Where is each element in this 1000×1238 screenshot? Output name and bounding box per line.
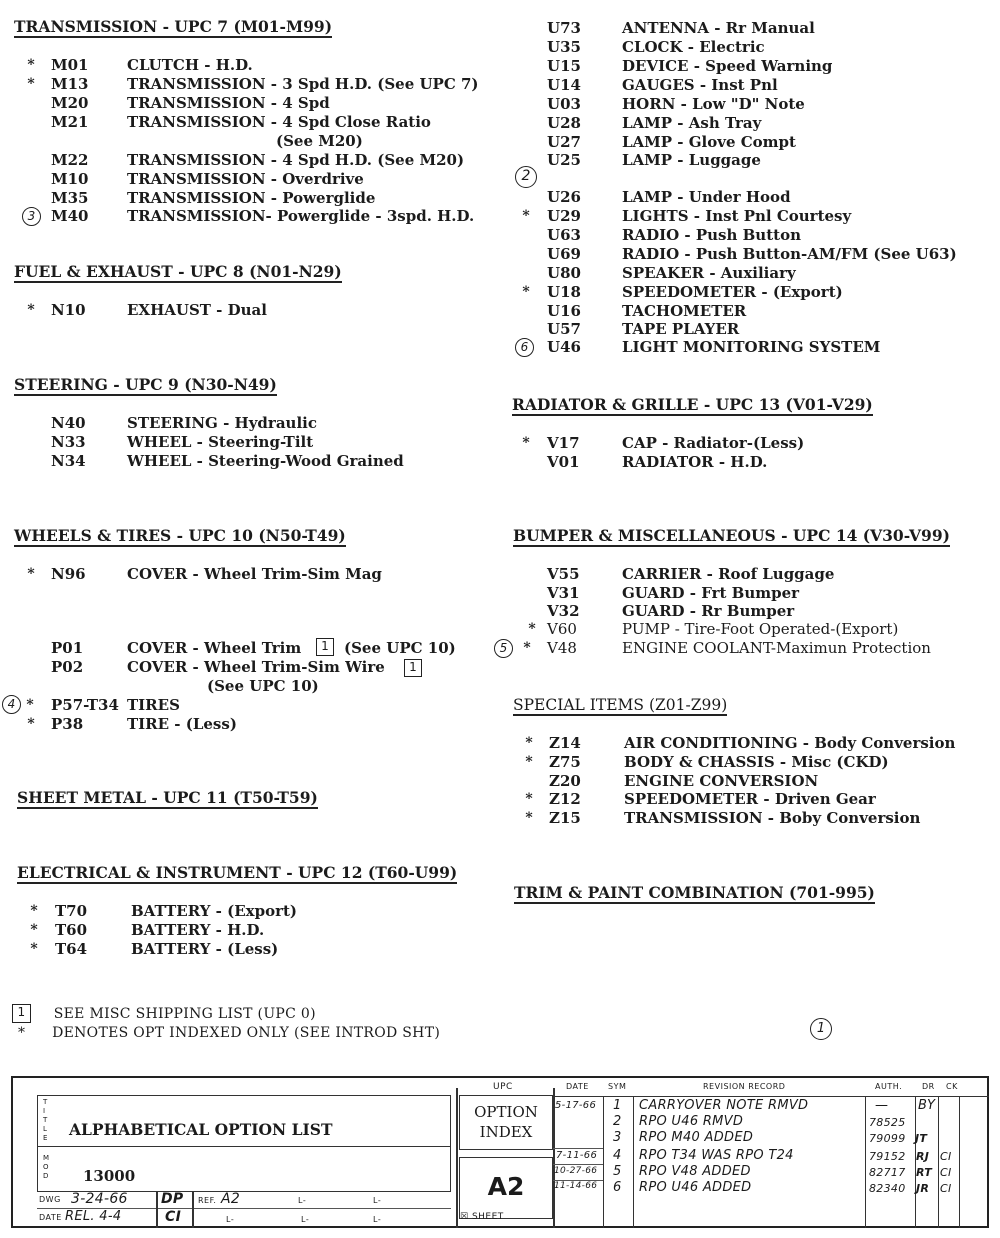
shipping-list-box: 1 <box>404 659 422 677</box>
option-desc: BATTERY - (Export) <box>131 902 297 920</box>
option-desc: CLOCK - Electric <box>622 38 765 56</box>
rev-sym: 3 <box>613 1130 622 1145</box>
option-desc: COVER - Wheel Trim-Sim Mag <box>127 565 382 583</box>
rev-auth: 78525 <box>869 1116 906 1129</box>
upc-text <box>459 1102 553 1142</box>
option-code: P38 <box>51 715 84 733</box>
option-code: M01 <box>51 56 89 74</box>
rev-header-sym: SYM <box>608 1082 627 1091</box>
option-desc: GUARD - Frt Bumper <box>622 584 800 602</box>
rev-date: 7-11-66 <box>556 1150 598 1161</box>
index-mark: * <box>522 208 530 224</box>
option-desc: COVER - Wheel Trim-Sim Wire <box>127 658 385 676</box>
sheet-code: A2 <box>487 1172 525 1201</box>
dwg-label: DWG <box>39 1195 61 1204</box>
option-code: Z14 <box>549 734 581 752</box>
option-desc: TAPE PLAYER <box>622 320 740 338</box>
section-heading-special-items: SPECIAL ITEMS (Z01-Z99) <box>513 696 728 714</box>
l-field: L- <box>298 1196 307 1205</box>
option-desc: SPEEDOMETER - Driven Gear <box>624 790 876 808</box>
option-code: Z75 <box>549 753 581 771</box>
option-note: (See UPC 10) <box>344 639 456 657</box>
option-desc: WHEEL - Steering-Wood Grained <box>127 452 404 470</box>
option-desc: RADIO - Push Button-AM/FM (See U63) <box>622 245 957 263</box>
option-code: U15 <box>547 57 581 75</box>
section-heading-steering: STEERING - UPC 9 (N30-N49) <box>14 375 277 394</box>
l-field: L- <box>226 1215 235 1224</box>
option-code: U16 <box>547 302 581 320</box>
option-desc: TRANSMISSION - Powerglide <box>127 189 376 207</box>
rev-header-record: REVISION RECORD <box>703 1082 786 1091</box>
option-desc: (See UPC 10) <box>207 677 319 695</box>
rev-record: CARRYOVER NOTE RMVD <box>639 1098 809 1113</box>
option-desc: TRANSMISSION - 4 Spd Close Ratio <box>127 113 431 131</box>
option-desc: CARRIER - Roof Luggage <box>622 565 835 583</box>
rev-header-dr: DR <box>922 1082 935 1091</box>
option-code: P01 <box>51 639 84 657</box>
index-mark: * <box>30 922 38 938</box>
revision-circle-3: 3 <box>22 207 41 226</box>
ref-label: REF. <box>198 1196 217 1205</box>
revision-circle-5: 5 <box>494 639 513 658</box>
index-mark: * <box>27 566 35 582</box>
upc-text-1: OPTION <box>474 1103 538 1121</box>
section-heading-trim-paint: TRIM & PAINT COMBINATION (701-995) <box>514 883 875 902</box>
index-mark: * <box>30 941 38 957</box>
l-field: L- <box>373 1215 382 1224</box>
option-desc: TRANSMISSION - Boby Conversion <box>624 809 921 827</box>
rev-ck: CI <box>940 1150 952 1163</box>
option-code: U57 <box>547 320 581 338</box>
rev-dr: JT <box>915 1132 928 1145</box>
section-heading-sheet-metal: SHEET METAL - UPC 11 (T50-T59) <box>17 788 318 807</box>
revision-circle-4: 4 <box>2 695 21 714</box>
option-code: V01 <box>547 453 580 471</box>
option-code: U46 <box>547 338 581 356</box>
option-desc: GAUGES - Inst Pnl <box>622 76 778 94</box>
release-date: REL. 4-4 <box>65 1209 122 1224</box>
option-code: U69 <box>547 245 581 263</box>
option-desc: TRANSMISSION - 4 Spd H.D. (See M20) <box>127 151 465 169</box>
index-mark: * <box>27 76 35 92</box>
dwg-date: 3-24-66 <box>71 1191 128 1207</box>
option-desc: COVER - Wheel Trim <box>127 639 302 657</box>
option-code: U18 <box>547 283 581 301</box>
sheet-number-circle: 1 <box>810 1018 832 1040</box>
option-desc: RADIATOR - H.D. <box>622 453 768 471</box>
section-heading-electrical: ELECTRICAL & INSTRUMENT - UPC 12 (T60-U99) <box>17 863 458 882</box>
option-code: M40 <box>51 207 89 225</box>
index-mark: * <box>27 716 35 732</box>
option-desc: BATTERY - H.D. <box>131 921 265 939</box>
option-code: U29 <box>547 207 581 225</box>
shipping-list-box: 1 <box>316 638 334 656</box>
rev-dr: JR <box>916 1182 930 1195</box>
option-code: N33 <box>51 433 86 451</box>
rev-record: RPO T34 WAS RPO T24 <box>639 1148 794 1163</box>
rev-sym: 2 <box>613 1114 622 1129</box>
rev-sym: 5 <box>613 1164 622 1179</box>
option-desc: HORN - Low "D" Note <box>622 95 805 113</box>
option-code: P57-T34 <box>51 696 119 714</box>
option-desc: LAMP - Ash Tray <box>622 114 762 132</box>
date-label: DATE <box>39 1213 62 1222</box>
rev-sym: 4 <box>613 1148 622 1163</box>
rev-record: RPO M40 ADDED <box>639 1130 754 1145</box>
option-code: U28 <box>547 114 581 132</box>
option-desc: ANTENNA - Rr Manual <box>622 19 815 37</box>
rev-auth: 79099 <box>869 1132 906 1145</box>
rev-record: RPO U46 RMVD <box>639 1114 744 1129</box>
index-mark: * <box>525 754 533 770</box>
index-mark: * <box>30 903 38 919</box>
option-code: T64 <box>55 940 88 958</box>
option-desc: RADIO - Push Button <box>622 226 801 244</box>
drawing-title: ALPHABETICAL OPTION LIST <box>69 1120 333 1139</box>
option-code: U63 <box>547 226 581 244</box>
index-mark: * <box>528 621 536 637</box>
option-desc: PUMP - Tire-Foot Operated-(Export) <box>622 620 899 638</box>
option-code: N96 <box>51 565 86 583</box>
rev-record: RPO U46 ADDED <box>639 1180 752 1195</box>
index-mark: * <box>525 810 533 826</box>
revision-circle-2: 2 <box>515 166 537 188</box>
option-code: M13 <box>51 75 89 93</box>
rev-auth: 82340 <box>869 1182 906 1195</box>
option-code: P02 <box>51 658 84 676</box>
option-desc: TRANSMISSION - 3 Spd H.D. (See UPC 7) <box>127 75 479 93</box>
option-code: U26 <box>547 188 581 206</box>
option-desc: TRANSMISSION - 4 Spd <box>127 94 330 112</box>
rev-ck: CI <box>940 1182 952 1195</box>
option-desc: ENGINE COOLANT-Maximun Protection <box>622 639 931 657</box>
sheet-label-text: SHEET <box>471 1212 504 1222</box>
rev-auth: — <box>875 1098 889 1113</box>
rev-header-auth: AUTH. <box>875 1082 903 1091</box>
option-desc: CAP - Radiator-(Less) <box>622 434 805 452</box>
revision-circle-6: 6 <box>515 338 534 357</box>
option-desc: CLUTCH - H.D. <box>127 56 253 74</box>
option-code: N10 <box>51 301 86 319</box>
option-desc: TACHOMETER <box>622 302 747 320</box>
option-code: U03 <box>547 95 581 113</box>
option-desc: BODY & CHASSIS - Misc (CKD) <box>624 753 889 771</box>
option-desc: LAMP - Glove Compt <box>622 133 796 151</box>
option-code: V55 <box>547 565 580 583</box>
option-code: Z20 <box>549 772 581 790</box>
option-code: U35 <box>547 38 581 56</box>
footnote-star: * <box>18 1025 26 1041</box>
option-desc: AIR CONDITIONING - Body Conversion <box>624 734 956 752</box>
section-heading-fuel-exhaust: FUEL & EXHAUST - UPC 8 (N01-N29) <box>14 262 342 281</box>
rev-date: 11-14-66 <box>554 1181 598 1191</box>
option-desc: LIGHT MONITORING SYSTEM <box>622 338 881 356</box>
rev-record: RPO V48 ADDED <box>639 1164 751 1179</box>
index-mark: * <box>525 735 533 751</box>
option-code: V48 <box>547 639 577 657</box>
option-code: T70 <box>55 902 88 920</box>
option-code: V17 <box>547 434 580 452</box>
rev-dr: RJ <box>916 1150 930 1163</box>
rev-auth: 82717 <box>869 1166 906 1179</box>
option-code: N40 <box>51 414 86 432</box>
dwg-initials: DP <box>161 1191 184 1207</box>
option-desc: STEERING - Hydraulic <box>127 414 317 432</box>
option-desc: BATTERY - (Less) <box>131 940 279 958</box>
section-heading-transmission: TRANSMISSION - UPC 7 (M01-M99) <box>14 17 333 36</box>
upc-text-2: INDEX <box>479 1123 533 1141</box>
option-code: M35 <box>51 189 89 207</box>
sheet-label: ☒ SHEET <box>460 1212 504 1222</box>
footnote-shipping <box>12 1004 316 1023</box>
option-desc: SPEEDOMETER - (Export) <box>622 283 843 301</box>
release-initials: CI <box>165 1209 182 1225</box>
rev-date: 10-27-66 <box>554 1166 598 1176</box>
footnote-text: SEE MISC SHIPPING LIST (UPC 0) <box>53 1005 316 1022</box>
rev-auth: 79152 <box>869 1150 906 1163</box>
option-desc: DEVICE - Speed Warning <box>622 57 833 75</box>
option-desc: TIRE - (Less) <box>127 715 237 733</box>
option-code: U73 <box>547 19 581 37</box>
option-code: V32 <box>547 602 580 620</box>
rev-dr: BY <box>918 1098 936 1113</box>
index-mark: * <box>522 284 530 300</box>
index-mark: * <box>523 640 531 656</box>
option-code: V60 <box>547 620 577 638</box>
option-desc: LAMP - Luggage <box>622 151 761 169</box>
option-code: M21 <box>51 113 89 131</box>
section-heading-bumper: BUMPER & MISCELLANEOUS - UPC 14 (V30-V99) <box>513 526 950 545</box>
option-code: M10 <box>51 170 89 188</box>
option-desc: WHEEL - Steering-Tilt <box>127 433 314 451</box>
option-code: U27 <box>547 133 581 151</box>
index-mark: * <box>522 435 530 451</box>
section-heading-wheels-tires: WHEELS & TIRES - UPC 10 (N50-T49) <box>14 526 346 545</box>
option-code: T60 <box>55 921 88 939</box>
option-desc: GUARD - Rr Bumper <box>622 602 795 620</box>
option-desc: EXHAUST - Dual <box>127 301 267 319</box>
option-code: Z12 <box>549 790 581 808</box>
rev-header-date: DATE <box>566 1082 589 1091</box>
rev-ck: CI <box>940 1166 952 1179</box>
index-mark: * <box>27 57 35 73</box>
option-code: N34 <box>51 452 86 470</box>
rev-sym: 6 <box>613 1180 622 1195</box>
section-heading-radiator: RADIATOR & GRILLE - UPC 13 (V01-V29) <box>512 395 873 414</box>
upc-header: UPC <box>493 1082 513 1092</box>
option-code: M22 <box>51 151 89 169</box>
option-code: Z15 <box>549 809 581 827</box>
index-mark: * <box>27 302 35 318</box>
option-desc: SPEAKER - Auxiliary <box>622 264 796 282</box>
index-mark: * <box>26 697 34 713</box>
l-field: L- <box>373 1196 382 1205</box>
model-number: 13000 <box>83 1167 136 1185</box>
rev-sym: 1 <box>613 1098 622 1113</box>
rev-dr: RT <box>916 1166 933 1179</box>
option-desc: TRANSMISSION - Overdrive <box>127 170 364 188</box>
shipping-list-box: 1 <box>12 1004 31 1023</box>
title-block <box>11 1076 989 1228</box>
option-code: U14 <box>547 76 581 94</box>
option-desc: LAMP - Under Hood <box>622 188 791 206</box>
option-desc: LIGHTS - Inst Pnl Courtesy <box>622 207 852 225</box>
l-field: L- <box>301 1215 310 1224</box>
option-desc: (See M20) <box>276 132 363 150</box>
option-desc: ENGINE CONVERSION <box>624 772 819 790</box>
rev-header-ck: CK <box>946 1082 958 1091</box>
mod-side-label: M O D <box>43 1154 50 1180</box>
option-desc: TIRES <box>127 696 180 714</box>
option-code: V31 <box>547 584 580 602</box>
index-mark: * <box>525 791 533 807</box>
option-code: M20 <box>51 94 89 112</box>
footnote-text: DENOTES OPT INDEXED ONLY (SEE INTROD SHT) <box>52 1025 441 1041</box>
footnote-index <box>18 1024 440 1042</box>
ref-value: A2 <box>221 1191 241 1207</box>
title-side-label: T I T L E <box>43 1098 48 1142</box>
option-code: U80 <box>547 264 581 282</box>
option-desc: TRANSMISSION- Powerglide - 3spd. H.D. <box>127 207 475 225</box>
rev-date: 5-17-66 <box>555 1100 597 1111</box>
option-code: U25 <box>547 151 581 169</box>
